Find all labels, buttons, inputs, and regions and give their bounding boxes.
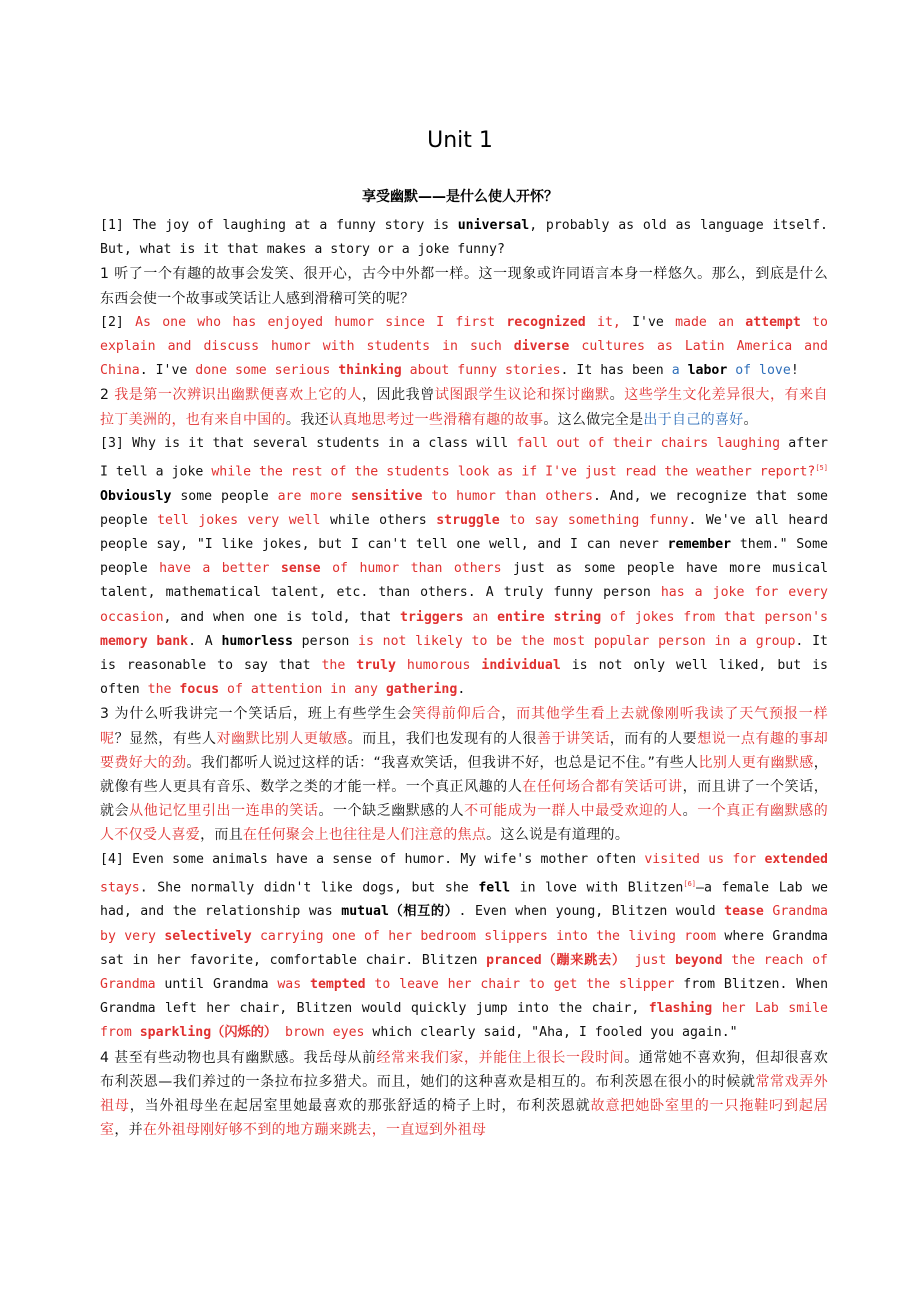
text-segment: . It has been: [560, 363, 672, 379]
text-segment: humorless: [221, 633, 293, 649]
english-paragraph: [100, 214, 828, 262]
text-segment: [1] The joy of laughing at a funny story is: [100, 218, 458, 233]
text-segment: 4 甚至有些动物也具有幽默感。我岳母从前: [100, 1049, 377, 1066]
text-segment: pranced（蹦来跳去）: [486, 952, 626, 968]
chinese-paragraph: [100, 383, 828, 431]
text-segment: universal: [457, 218, 530, 233]
text-segment: which clearly said, "Aha, I fooled you again.": [364, 1025, 738, 1041]
text-segment: mutual（相互的）: [341, 904, 459, 920]
text-segment: Grandma by very: [100, 904, 829, 944]
text-segment: 笑得前仰后合: [412, 706, 502, 723]
text-segment: 出于自己的喜好: [643, 411, 744, 428]
chinese-paragraph: [100, 1046, 828, 1143]
text-segment: of jokes from that person's: [601, 609, 828, 625]
text-segment: from Blitzen. When Grandma left her chair, Blitzen would quickly jump into the chair,: [100, 977, 829, 1017]
text-segment: extended: [764, 851, 829, 867]
text-segment: is not only well liked, but is often: [100, 658, 828, 698]
text-segment: 故意把她卧室里的一只拖鞋叼到起居室: [100, 1098, 828, 1139]
text-segment: diverse: [513, 339, 570, 355]
text-segment: tempted: [310, 977, 366, 993]
text-segment: Obviously: [100, 488, 172, 504]
text-segment: just as some people have more musical talent, mathematical talent, etc. than others. A truly funny person: [100, 561, 829, 601]
text-segment: ，而且讲了一个笑话，就会: [100, 779, 828, 820]
text-segment: , probably as old as language itself. But, what is it that makes a story or a joke funny?: [100, 218, 828, 258]
text-segment: tease: [724, 904, 764, 920]
text-segment: triggers: [400, 609, 464, 625]
text-segment: flashing: [648, 1001, 713, 1017]
text-segment: . I've: [139, 363, 196, 379]
english-paragraph: [100, 848, 828, 1046]
text-segment: are more: [277, 488, 351, 504]
text-segment: in love with Blitzen: [510, 880, 684, 896]
text-segment: 。这么做完全是: [543, 411, 644, 428]
text-segment: them." Some people: [100, 537, 828, 577]
text-segment: beyond: [674, 952, 723, 968]
text-segment: stays: [100, 880, 140, 896]
text-segment: made an: [675, 314, 746, 330]
text-segment: a: [671, 363, 688, 379]
text-segment: to leave her chair to get the slipper: [365, 977, 675, 993]
text-segment: . It is reasonable to say that: [100, 633, 828, 674]
text-segment: carrying one of her bedroom slippers into the living room: [251, 928, 717, 944]
text-segment: labor: [687, 363, 728, 379]
text-segment: selectively: [164, 928, 252, 944]
text-segment: 试图跟学生议论和探讨幽默: [434, 387, 610, 404]
text-segment: to humor than others: [422, 488, 593, 504]
text-segment: after I tell a joke: [100, 435, 828, 480]
text-segment: —a female Lab we had, and the relationship was: [100, 880, 828, 920]
text-segment: recognized: [506, 314, 586, 330]
text-segment: 。: [682, 803, 698, 820]
text-segment: ，就像有些人更具有音乐、数学之类的才能一样。一个真正风趣的人: [100, 754, 828, 796]
text-segment: sensitive: [350, 488, 423, 504]
text-segment: 比别人更有幽默感: [698, 754, 814, 771]
page-subtitle: 享受幽默——是什么使人开怀？: [362, 189, 558, 205]
text-segment: 对幽默比别人更敏感: [216, 730, 348, 747]
text-segment: 。: [609, 387, 625, 404]
text-segment: ，: [501, 706, 517, 723]
text-segment: 想说一点有趣的事却要费好大的劲: [100, 730, 829, 771]
page-title: Unit 1: [427, 128, 493, 153]
text-segment: of attention in any: [219, 682, 386, 698]
text-segment: [4] Even some animals have a sense of humor. My wife's mother often: [100, 851, 645, 867]
text-segment: the reach of Grandma: [100, 952, 829, 993]
text-segment: , and when one is told, that: [163, 609, 401, 625]
text-segment: of love: [727, 363, 791, 379]
text-segment: 在任何聚会上也往往是人们注意的焦点: [243, 827, 487, 844]
text-segment: ？显然，有些人: [114, 730, 217, 747]
text-segment: 3 为什么听我讲完一个笑话后，班上有些学生会: [100, 706, 413, 723]
text-segment: fell: [478, 880, 511, 896]
text-segment: thinking: [338, 363, 402, 379]
footnote-marker: [6]: [683, 879, 697, 888]
text-segment: gathering: [385, 682, 458, 698]
text-segment: memory bank: [100, 633, 189, 649]
text-segment: 。这么说是有道理的。: [486, 827, 630, 844]
text-segment: it,: [585, 314, 633, 330]
text-segment: ，一直逗到外祖母: [371, 1122, 487, 1139]
text-segment: to say something funny: [499, 512, 689, 528]
text-segment: ，并: [114, 1122, 143, 1139]
text-segment: ，当外祖母坐在起居室里她最喜欢的那张舒适的椅子上时，布利茨恩就: [129, 1098, 591, 1115]
text-segment: done some serious: [195, 363, 339, 379]
text-segment: until Grandma: [155, 977, 278, 993]
text-segment: . Even when young, Blitzen would: [458, 904, 725, 920]
text-segment: 善于讲笑话: [536, 730, 610, 747]
text-segment: 。而且，我们也发现有的人很: [347, 730, 537, 747]
chinese-paragraph: [100, 262, 828, 310]
text-segment: to explain and discuss humor with students in such: [100, 314, 828, 355]
text-segment: 我是第一次辨识出幽默便喜欢上它的人: [114, 387, 362, 404]
chinese-paragraph: [100, 702, 828, 847]
text-segment: 不可能成为一群人中最受欢迎的人: [464, 803, 683, 820]
text-segment: some people: [171, 488, 278, 504]
text-segment: attempt: [745, 314, 801, 330]
text-segment: is not likely to be the most popular person in a group: [358, 633, 796, 649]
text-segment: an: [463, 609, 498, 625]
text-segment: tell jokes very well: [157, 512, 321, 528]
text-segment: [3] Why is it that several students in a class will: [100, 435, 517, 451]
text-segment: ，而有的人要: [609, 730, 698, 747]
text-segment: has a joke for every occasion: [100, 585, 828, 625]
text-segment: [2]: [100, 314, 136, 330]
text-segment: of humor than others: [320, 561, 502, 577]
text-segment: 。一个缺乏幽默感的人: [318, 803, 465, 820]
english-paragraph: [100, 311, 828, 384]
text-segment: . We've all heard people say, "I like jokes, but I can't tell one well, and I can never: [100, 512, 829, 553]
text-segment: 常常戏弄外祖母: [100, 1073, 828, 1115]
text-segment: ，而且: [200, 827, 244, 844]
text-segment: . And, we recognize that some people: [100, 488, 828, 528]
text-segment: just: [625, 952, 675, 968]
text-segment: 。我们都听人说过这样的话：“我喜欢笑话，但我讲不好，也总是记不住。”有些人: [186, 754, 699, 771]
text-segment: 一个真正有幽默感的人不仅受人喜爱: [100, 803, 829, 844]
text-segment: brown eyes: [277, 1025, 365, 1041]
text-segment: 从他记忆里引出一连串的笑话: [129, 803, 319, 820]
text-segment: truly: [356, 658, 396, 674]
text-segment: cultures as Latin America and China: [100, 339, 828, 379]
text-segment: where Grandma sat in her favorite, comfortable chair. Blitzen: [100, 928, 828, 968]
text-segment: sparkling（闪烁的）: [139, 1025, 278, 1041]
text-segment: focus: [179, 682, 220, 698]
text-segment: struggle: [436, 512, 500, 528]
text-segment: 这些学生文化差异很大，有来自拉丁美洲的，也有来自中国的: [100, 387, 828, 428]
footnote-marker: [5]: [815, 464, 828, 473]
text-segment: visited us for: [644, 851, 765, 867]
text-segment: I've: [632, 314, 676, 330]
text-segment: .: [457, 682, 466, 698]
text-segment: while the rest of the students look as if I've just read the weather report?: [211, 464, 816, 480]
text-segment: 认真地思考过一些滑稽有趣的故事: [328, 411, 544, 428]
text-segment: . She normally didn't like dogs, but she: [139, 880, 479, 896]
text-segment: 在任何场合都有笑话可讲: [522, 779, 683, 796]
text-segment: was: [277, 977, 311, 993]
text-segment: individual: [481, 658, 561, 674]
text-segment: the: [321, 658, 357, 674]
text-segment: !: [790, 363, 799, 379]
english-paragraph: [100, 432, 828, 703]
text-segment: sense: [280, 561, 321, 577]
text-segment: have a better: [159, 561, 281, 577]
document-body: [100, 214, 828, 1143]
text-segment: 。: [743, 411, 758, 428]
text-segment: 1 听了一个有趣的故事会发笑、很开心，古今中外都一样。这一现象或许同语言本身一样悠久。那么，到底是什么东西会使一个故事或笑话让人感到滑稽可笑的呢？: [100, 266, 828, 307]
text-segment: person: [292, 633, 359, 649]
text-segment: . A: [188, 633, 222, 649]
text-segment: the: [147, 682, 180, 698]
text-segment: fall out of their chairs laughing: [516, 435, 781, 451]
text-segment: 而其他学生看上去就像刚听我读了天气预报一样呢: [100, 706, 828, 747]
text-segment: about funny stories: [401, 363, 561, 379]
text-segment: her Lab smile from: [100, 1001, 828, 1041]
text-segment: entire string: [497, 609, 602, 625]
text-segment: 2: [100, 387, 115, 404]
text-segment: while others: [320, 512, 437, 528]
text-segment: As one who has enjoyed humor since I first: [135, 314, 507, 330]
text-segment: 。通常她不喜欢狗，但却很喜欢布利茨恩—我们养过的一条拉布拉多猎犬。而且，她们的这种喜欢是相互的。布利茨恩在很小的时候就: [100, 1049, 829, 1090]
text-segment: 。我还: [285, 411, 329, 428]
text-segment: remember: [667, 537, 732, 553]
text-segment: humorous: [395, 658, 482, 674]
text-segment: 在外祖母刚好够不到的地方蹦来跳去: [142, 1122, 372, 1139]
text-segment: 经常来我们家，并能住上很长一段时间: [376, 1049, 625, 1066]
text-segment: ，因此我曾: [361, 387, 435, 404]
